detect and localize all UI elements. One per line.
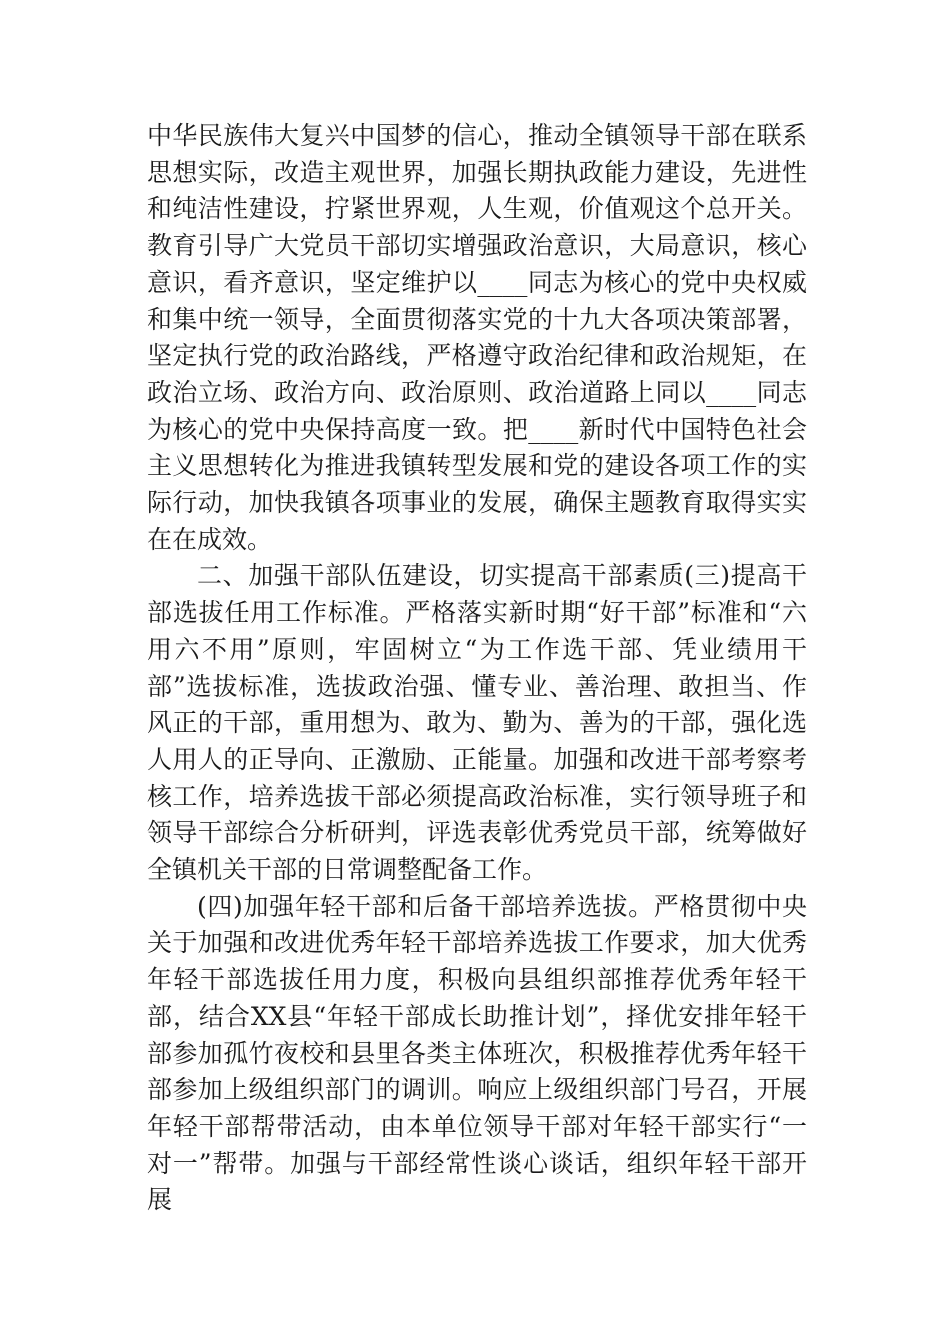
- paragraph-2: 二、加强干部队伍建设，切实提高干部素质(三)提高干部选拔任用工作标准。严格落实新时期“好干部”标准和“六用六不用”原则，牢固树立“为工作选干部、凭业绩用干部”选拔标准，选拔政治强、懂专业、善治理、敢担当、作风正的干部，重用想为、敢为、勤为、善为的干部，强化选人用人的正导向、正激励、正能量。加强和改进干部考察考核工作，培养选拔干部必须提高政治标准，实行领导班子和领导干部综合分析研判，评选表彰优秀党员干部，统筹做好全镇机关干部的日常调整配备工作。: [147, 561, 807, 885]
- paragraph-3: (四)加强年轻干部和后备干部培养选拔。严格贯彻中央关于加强和改进优秀年轻干部培养选拔工作要求，加大优秀年轻干部选拔任用力度，积极向县组织部推荐优秀年轻干部，结合XX县“年轻干部成长助推计划”，择优安排年轻干部参加孤竹夜校和县里各类主体班次，积极推荐优秀年轻干部参加上级组织部门的调训。响应上级组织部门号召，开展年轻干部帮带活动，由本单位领导干部对年轻干部实行“一对一”帮带。加强与干部经常性谈心谈话，组织年轻干部开展: [147, 891, 807, 1215]
- paragraph-1: 中华民族伟大复兴中国梦的信心，推动全镇领导干部在联系思想实际，改造主观世界，加强长期执政能力建设，先进性和纯洁性建设，拧紧世界观，人生观，价值观这个总开关。教育引导广大党员干部切实增强政治意识，大局意识，核心意识，看齐意识，坚定维护以____同志为核心的党中央权威和集中统一领导，全面贯彻落实党的十九大各项决策部署，坚定执行党的政治路线，严格遵守政治纪律和政治规矩，在政治立场、政治方向、政治原则、政治道路上同以____同志为核心的党中央保持高度一致。把____新时代中国特色社会主义思想转化为推进我镇转型发展和党的建设各项工作的实际行动，加快我镇各项事业的发展，确保主题教育取得实实在在成效。: [147, 121, 807, 554]
- document-body: [147, 118, 807, 1219]
